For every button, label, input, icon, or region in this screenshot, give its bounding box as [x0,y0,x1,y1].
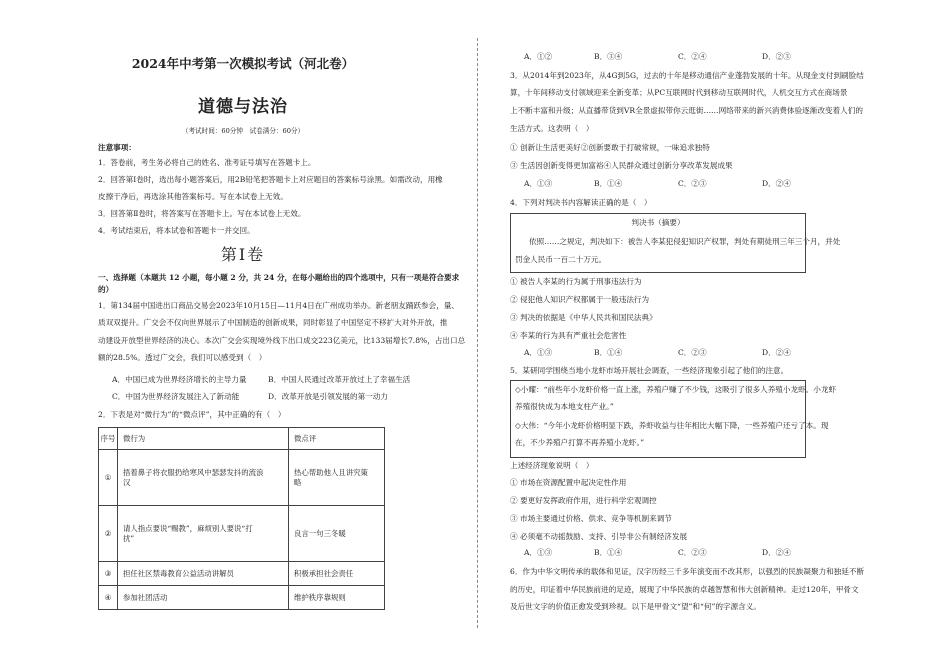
q3-line: 生活方式。这表明（ ） [510,124,594,133]
row-number: ② [99,506,118,562]
q4-option-a: A．①③ [524,348,553,357]
note-line: 2．回答第Ⅰ卷时，选出每小题答案后，用2B铅笔把答题卡上对应题目的答案标号涂黑。如需改动，用橡 [98,175,443,184]
q5-item: ③ 市场主要通过价格、供求、竞争等机制来调节 [510,514,672,523]
row-comment [289,450,385,506]
row-comment: 积极承担社会责任 [289,562,385,586]
row-comment: 良言一句三冬暖 [289,506,385,562]
q3-option-a: A．①③ [524,179,553,188]
q6-line: 6．作为中华文明传承的载体和见证，汉字历经三千多年演变而不改其形，以强烈的民族凝聚力和独延不断 [510,567,865,576]
q1-option-a: A．中国已成为世界经济增长的主导力量 [112,375,247,384]
action-line: 请人指点要说“赐教”，麻烦别人要说“打 [123,523,253,533]
survey-line: 养殖很快成为本地支柱产业。” [515,402,614,411]
q4-option-b: B．①④ [594,348,623,357]
q5-option-a: A．①③ [524,548,553,557]
judgment-box [510,213,841,273]
judgment-line: 依照……之规定，判决如下：被告人李某犯侵犯知识产权罪，判处有期徒刑三年三个月，并处 [529,237,841,246]
action-line: 汉 [123,477,131,487]
q5-item: ④ 必须毫不动摇鼓励、支持、引导非公有制经济发展 [510,532,688,541]
q1-line: 额的28.5%。透过广交会，我们可以感受到（ ） [98,353,267,362]
section-instruction: 一、选择题（本题共 12 小题，每小题 2 分，共 24 分，在每小题给出的四个选项中，只有一项是符合要求 [98,273,460,282]
q4-stem: 4．下列对判决书内容解读正确的是（ ） [510,198,652,207]
q5-option-b: B．①④ [594,548,623,557]
table-header: 微点评 [289,428,385,450]
row-number: ④ [99,586,118,610]
row-action: 担任社区禁毒教育公益活动讲解员 [118,562,289,586]
q2-option-b: B．③④ [594,52,623,61]
survey-line: 在，不少养殖户打算不再养殖小龙虾。” [515,438,645,447]
q6-line: 及后世文字的价值正愈发受到珍视。以下是甲骨文“望”和“何”的字源含义。 [510,602,761,611]
q5-option-c: C．②③ [678,548,707,557]
q1-line: 质双双提升。广交会不仅向世界展示了中国制造的创新成果，同时彰显了中国坚定不移扩大对外开放，推 [98,318,448,327]
q5-option-d: D．②④ [762,548,791,557]
survey-line: ◇大伟：“今年小龙虾价格明显下跌，养虾收益与往年相比大幅下降，一些养殖户还亏了本。现 [515,421,829,430]
row-action [118,450,289,506]
section-instruction: 的） [98,285,114,294]
q1-option-c: C．中国为世界经济发展注入了新动能 [112,392,240,401]
exam-title: 2024年中考第一次模拟考试（河北卷） [131,56,355,71]
comment-line: 略 [294,477,302,487]
action-line: 捂着鼻子将衣服扔给寒风中瑟瑟发抖的流浪 [123,467,264,477]
q3-option-c: C．②③ [678,179,707,188]
subject-title: 道德与法治 [198,97,288,117]
row-comment: 维护秩序靠规则 [289,586,385,610]
row-number: ③ [99,562,118,586]
judgment-line: 罚金人民币一百二十万元。 [515,255,607,264]
q1-line: 1．第134届中国进出口商品交易会2023年10月15日—11月4日在广州成功举办。新老朋友踊跃参会，量、 [98,301,460,310]
note-line: 1．答卷前，考生务必将自己的姓名、准考证号填写在答题卡上。 [98,158,316,167]
q3-option-d: D．②④ [762,179,791,188]
q2-table [98,427,385,610]
q4-item: ① 被告人李某的行为属于刑事违法行为 [510,277,642,286]
q5-stem: 5．某研同学围绕当地小龙虾市场开展社会调查，一些经济现象引起了他们的注意。 [510,366,789,375]
note-line: 皮擦干净后，再选涂其他答案标号。写在本试卷上无效。 [98,192,288,201]
table-header: 微行为 [118,428,289,450]
q2-stem: 2．下表是对“微行为”的“微点评”，其中正确的有（ ） [98,410,286,419]
q5-item: ① 市场在资源配置中起决定性作用 [510,478,627,487]
row-number: ① [99,450,118,506]
q3-line: 3．从2014年到2023年，从4G到5G，过去的十年是移动通信产业蓬勃发展的十年。从现金支付到刷脸结 [510,71,864,80]
row-action [118,506,289,562]
action-line: 扰” [123,533,135,543]
survey-box [510,380,837,458]
q3-item: ③ 生活因创新变得更加富裕④人民群众通过创新分享改革发展成果 [510,161,733,170]
q3-option-b: B．①④ [594,179,623,188]
comment-line: 热心帮助他人且讲究策 [294,467,368,477]
q2-option-a: A．①② [524,52,553,61]
q1-line: 动建设开放型世界经济的决心。本次广交会实现境外线下出口成交223亿美元，比133届增长7.8%，占出口总 [98,336,466,345]
q5-item: ② 要更好发挥政府作用，进行科学宏观调控 [510,496,657,505]
table-header: 序号 [99,428,118,450]
notes-heading: 注意事项： [98,143,136,152]
q5-after: 上述经济现象说明（ ） [510,461,594,470]
q4-option-d: D．②④ [762,348,791,357]
survey-line: ◇小耀：“前些年小龙虾价格一直上涨，养殖户赚了不少钱，这吸引了很多人养殖小龙虾。小龙虾 [515,385,837,394]
exam-info: （考试时间：60分钟 试卷满分：60分） [181,127,305,135]
column-divider [477,38,478,628]
q4-item: ③ 判决的依据是《中华人民共和国民法典》 [510,313,657,322]
q3-item: ① 创新让生活更美好②创新要敢于打破常规，一味追求独特 [510,143,710,152]
q3-line: 上不断丰富和升级；从直播带货到VR全景虚拟带你云逛街……网络带来的新兴消费体验逐渐改变着人们的 [510,106,863,115]
note-line: 3．回答第Ⅱ卷时，将答案写在答题卡上。写在本试卷上无效。 [98,209,306,218]
q4-option-c: C．②③ [678,348,707,357]
note-line: 4．考试结束后，将本试卷和答题卡一并交回。 [98,226,255,235]
section-title: 第Ⅰ卷 [220,245,266,264]
q1-option-d: D．改革开放是引领发展的第一动力 [268,392,388,401]
q4-item: ④ 李某的行为具有严重社会危害性 [510,331,627,340]
table-row [99,450,385,506]
table-row [99,562,385,586]
table-header-row [99,428,385,450]
table-row [99,586,385,610]
q2-option-c: C．②④ [678,52,707,61]
q3-line: 算，十年间移动支付领域迎来全新变革；从PC互联网时代到移动互联网时代，人机交互方式在商场景 [510,88,848,97]
q6-line: 的历史，印证着中华民族前进的足迹，展现了中华民族的卓越智慧和伟大创新精神。走过120年，甲骨文 [510,585,859,594]
q2-option-d: D．②③ [762,52,791,61]
q4-item: ② 侵犯他人知识产权都属于一般违法行为 [510,295,650,304]
q1-option-b: B．中国人民通过改革开放过上了幸福生活 [268,375,411,384]
row-action: 参加社团活动 [118,586,289,610]
table-row [99,506,385,562]
judgment-title: 判决书（摘要） [631,218,685,227]
